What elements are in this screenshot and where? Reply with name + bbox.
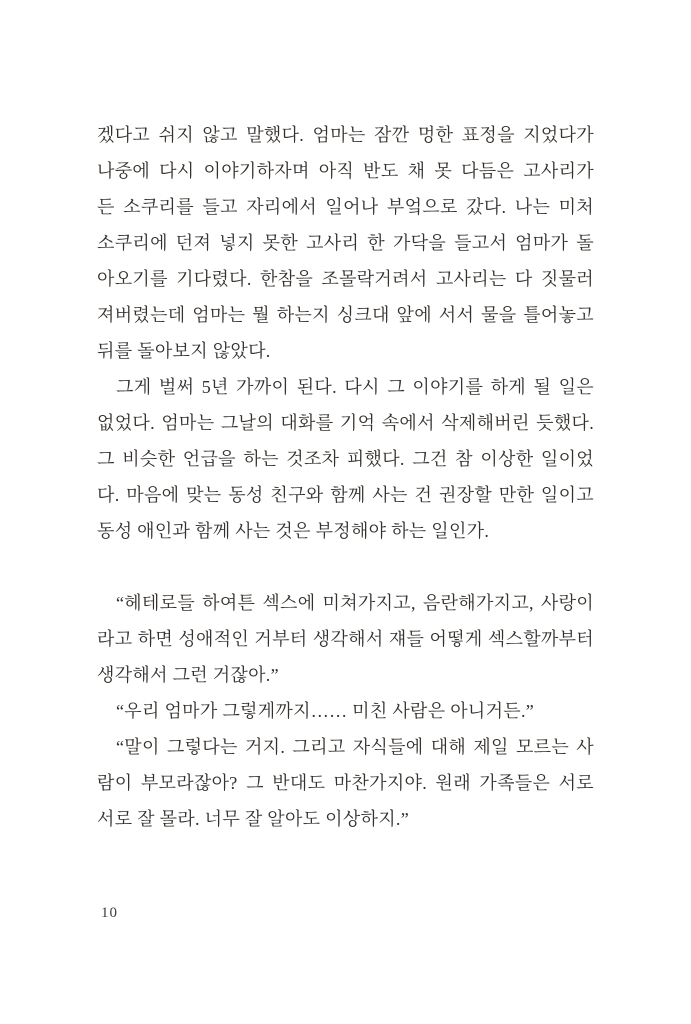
- text-line: 뒤를 돌아보지 않았다.: [97, 341, 271, 361]
- text-line: “말이 그렇다는 거지. 그리고 자식들에 대해 제일 모르는 사: [116, 737, 594, 757]
- text-line: 나중에 다시 이야기하자며 아직 반도 채 못 다듬은 고사리가: [97, 161, 594, 181]
- paragraph: [97, 117, 594, 369]
- text-line: 아오기를 기다렸다. 한참을 조몰락거려서 고사리는 다 짓물러: [97, 269, 594, 289]
- text-line: 서로 잘 몰라. 너무 잘 알아도 이상하지.”: [97, 809, 410, 829]
- text-line: 그 비슷한 언급을 하는 것조차 피했다. 그건 참 이상한 일이었: [97, 449, 594, 469]
- page-text: [97, 117, 594, 837]
- paragraph: [97, 585, 594, 693]
- text-line: 없었다. 엄마는 그날의 대화를 기억 속에서 삭제해버린 듯했다.: [97, 413, 594, 433]
- page-number: 10: [101, 905, 118, 921]
- paragraph: [97, 729, 594, 837]
- text-line: 라고 하면 성애적인 거부터 생각해서 쟤들 어떻게 섹스할까부터: [97, 629, 594, 649]
- paragraph: [97, 369, 594, 549]
- text-line: “헤테로들 하여튼 섹스에 미쳐가지고, 음란해가지고, 사랑이: [116, 593, 594, 613]
- text-line: 그게 벌써 5년 가까이 된다. 다시 그 이야기를 하게 될 일은: [116, 377, 594, 397]
- text-line: 생각해서 그런 거잖아.”: [97, 665, 279, 685]
- text-line: 다. 마음에 맞는 동성 친구와 함께 사는 건 권장할 만한 일이고: [97, 485, 594, 505]
- text-line: 든 소쿠리를 들고 자리에서 일어나 부엌으로 갔다. 나는 미처: [97, 197, 594, 217]
- text-line: 소쿠리에 던져 넣지 못한 고사리 한 가닥을 들고서 엄마가 돌: [97, 233, 594, 253]
- text-line: “우리 엄마가 그렇게까지…… 미친 사람은 아니거든.”: [116, 701, 535, 721]
- paragraph: [97, 693, 594, 729]
- text-line: 람이 부모라잖아? 그 반대도 마찬가지야. 원래 가족들은 서로: [97, 773, 594, 793]
- text-line: 동성 애인과 함께 사는 것은 부정해야 하는 일인가.: [97, 521, 490, 541]
- text-line: 져버렸는데 엄마는 뭘 하는지 싱크대 앞에 서서 물을 틀어놓고: [97, 305, 594, 325]
- text-line: 겠다고 쉬지 않고 말했다. 엄마는 잠깐 멍한 표정을 지었다가: [97, 125, 594, 145]
